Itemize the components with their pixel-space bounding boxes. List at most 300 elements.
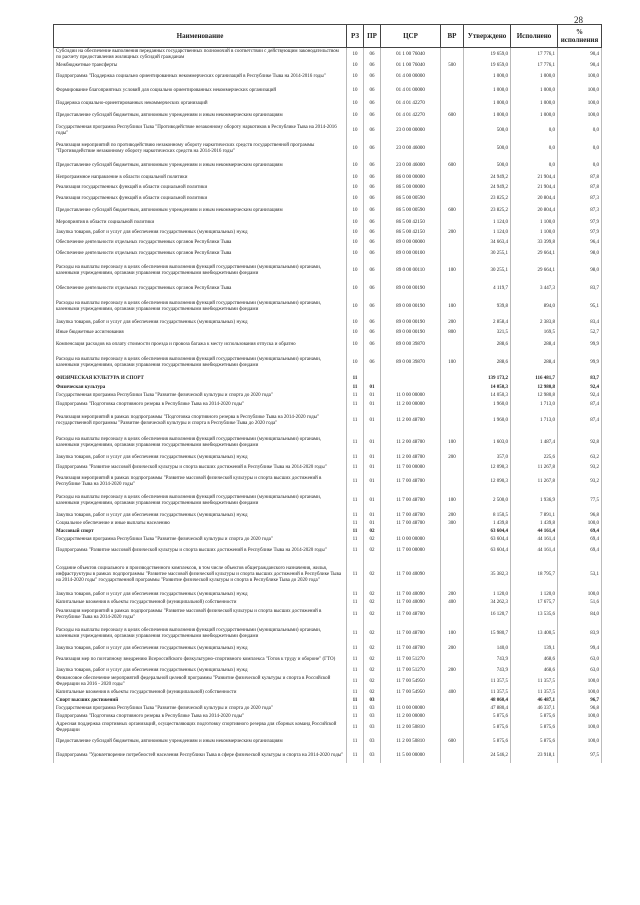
row-rz-cell: 10 xyxy=(347,70,364,84)
row-name-cell: Предоставление субсидий бюджетным, автономным учреждениям и иным некоммерческим организациям xyxy=(54,158,347,173)
row-percent-cell: 0,0 xyxy=(558,123,602,139)
header-name: Наименование xyxy=(54,25,347,48)
table-row xyxy=(54,260,602,282)
row-rz-cell: 10 xyxy=(347,183,364,193)
row-percent-cell: 92,8 xyxy=(558,432,602,454)
row-approved-cell: 500,0 xyxy=(464,158,511,173)
row-vr-cell xyxy=(441,98,464,109)
row-vr-cell: 200 xyxy=(441,318,464,328)
row-pr-cell: 01 xyxy=(364,490,381,512)
row-name-cell: Подпрограмма "Подготовка спортивного резерва в Республике Тыва на 2014-2020 годы" xyxy=(54,713,347,721)
row-percent-cell: 100,0 xyxy=(558,70,602,84)
row-name-cell: Подпрограмма "Удовлетворение потребностей населения Республики Тыва в сфере физической культуры и спорта на 2014-2020 годы" xyxy=(54,749,347,763)
row-name-cell: Закупка товаров, работ и услуг для обеспечения государственных (муниципальных) нужд xyxy=(54,591,347,599)
row-rz-cell: 10 xyxy=(347,98,364,109)
row-vr-cell: 200 xyxy=(441,645,464,653)
row-vr-cell xyxy=(441,474,464,490)
row-csr-cell: 11 2 00 50810 xyxy=(381,735,441,749)
row-pr-cell: 01 xyxy=(364,410,381,432)
row-pr-cell: 06 xyxy=(364,173,381,183)
row-name-cell: Обеспечение деятельности отдельных государственных органов Республики Тыва xyxy=(54,238,347,248)
row-pr-cell: 02 xyxy=(364,591,381,599)
row-csr-cell: 23 0 00 00000 xyxy=(381,123,441,139)
row-rz-cell: 10 xyxy=(347,123,364,139)
row-executed-cell: 29 664,1 xyxy=(511,260,558,282)
row-percent-cell: 100,0 xyxy=(558,721,602,735)
row-csr-cell: 11 7 00 48700 xyxy=(381,520,441,528)
row-executed-cell: 116 481,7 xyxy=(511,374,558,384)
row-pr-cell: 06 xyxy=(364,139,381,158)
row-csr-cell: 89 0 00 39870 xyxy=(381,352,441,374)
row-pr-cell: 02 xyxy=(364,623,381,645)
table-row xyxy=(54,70,602,84)
row-csr-cell: 11 2 00 48700 xyxy=(381,432,441,454)
row-vr-cell xyxy=(441,48,464,63)
row-percent-cell: 98,0 xyxy=(558,248,602,260)
table-row xyxy=(54,689,602,697)
row-percent-cell: 93,2 xyxy=(558,462,602,474)
table-row xyxy=(54,512,602,520)
row-executed-cell: 1 936,9 xyxy=(511,490,558,512)
table-row xyxy=(54,84,602,98)
table-row xyxy=(54,591,602,599)
row-csr-cell: 11 2 00 48700 xyxy=(381,454,441,462)
row-approved-cell: 743,9 xyxy=(464,653,511,667)
row-vr-cell xyxy=(441,528,464,536)
row-approved-cell: 321,5 xyxy=(464,328,511,338)
row-vr-cell: 100 xyxy=(441,623,464,645)
row-rz-cell: 10 xyxy=(347,173,364,183)
table-row xyxy=(54,721,602,735)
table-row xyxy=(54,328,602,338)
row-vr-cell: 200 xyxy=(441,454,464,462)
row-percent-cell: 90,4 xyxy=(558,62,602,70)
row-pr-cell: 03 xyxy=(364,749,381,763)
row-percent-cell: 96,4 xyxy=(558,238,602,248)
row-percent-cell: 100,0 xyxy=(558,98,602,109)
row-vr-cell xyxy=(441,392,464,400)
row-executed-cell: 11 357,5 xyxy=(511,689,558,697)
row-pr-cell: 06 xyxy=(364,193,381,204)
row-approved-cell: 63 604,4 xyxy=(464,528,511,536)
row-name-cell: ФИЗИЧЕСКАЯ КУЛЬТУРА И СПОРТ xyxy=(54,374,347,384)
row-pr-cell: 01 xyxy=(364,432,381,454)
row-executed-cell: 20 804,4 xyxy=(511,193,558,204)
table-row xyxy=(54,599,602,607)
row-vr-cell xyxy=(441,400,464,410)
row-executed-cell: 5 875,6 xyxy=(511,721,558,735)
row-csr-cell: 01 4 01 42270 xyxy=(381,109,441,123)
row-name-cell: Реализация мер по поэтапному внедрению Всероссийского физкультурно-спортивного комплекса "Готов к труду и обороне" (ГТО) xyxy=(54,653,347,667)
row-approved-cell: 30 255,1 xyxy=(464,248,511,260)
row-executed-cell: 21 904,4 xyxy=(511,173,558,183)
table-row xyxy=(54,158,602,173)
row-rz-cell: 10 xyxy=(347,282,364,296)
table-row xyxy=(54,544,602,558)
row-vr-cell xyxy=(441,713,464,721)
row-name-cell: Предоставление субсидий бюджетным, автономным учреждениям и иным некоммерческим организациям xyxy=(54,204,347,218)
table-row xyxy=(54,338,602,352)
page-number: 28 xyxy=(574,15,583,25)
row-percent-cell: 77,5 xyxy=(558,490,602,512)
row-approved-cell: 1 124,0 xyxy=(464,218,511,228)
row-name-cell: Физическая культура xyxy=(54,384,347,392)
row-csr-cell: 11 7 00 48700 xyxy=(381,645,441,653)
row-approved-cell: 1 000,0 xyxy=(464,84,511,98)
row-csr-cell: 11 7 00 40090 xyxy=(381,591,441,599)
row-approved-cell: 357,0 xyxy=(464,454,511,462)
row-percent-cell: 100,0 xyxy=(558,735,602,749)
row-name-cell: Расходы на выплаты персоналу в целях обеспечения выполнения функций государственными (муниципальными) органами, казенными учреждениями, органами управления государственными внебюджетными фондами xyxy=(54,490,347,512)
table-row xyxy=(54,462,602,474)
row-executed-cell: 17 776,1 xyxy=(511,48,558,63)
table-row xyxy=(54,667,602,675)
row-rz-cell: 11 xyxy=(347,544,364,558)
row-approved-cell: 24 546,2 xyxy=(464,749,511,763)
row-executed-cell: 23 918,1 xyxy=(511,749,558,763)
table-row xyxy=(54,749,602,763)
row-vr-cell xyxy=(441,721,464,735)
row-percent-cell: 93,2 xyxy=(558,474,602,490)
row-csr-cell: 11 7 00 48700 xyxy=(381,607,441,623)
row-approved-cell: 30 255,1 xyxy=(464,260,511,282)
table-row xyxy=(54,623,602,645)
row-name-cell: Закупка товаров, работ и услуг для обеспечения государственных (муниципальных) нужд xyxy=(54,645,347,653)
row-vr-cell xyxy=(441,749,464,763)
row-vr-cell: 400 xyxy=(441,599,464,607)
row-pr-cell: 06 xyxy=(364,318,381,328)
row-csr-cell: 89 0 00 00100 xyxy=(381,248,441,260)
row-name-cell: Компенсация расходов на оплату стоимости проезда и провоза багажа к месту использования отпуска и обратно xyxy=(54,338,347,352)
row-executed-cell: 11 357,5 xyxy=(511,675,558,689)
row-name-cell: Государственная программа Республики Тыва "Противодействие незаконному обороту наркотиков в Республике Тыва на 2014-2016 годы" xyxy=(54,123,347,139)
row-vr-cell xyxy=(441,462,464,474)
row-vr-cell: 100 xyxy=(441,352,464,374)
row-vr-cell xyxy=(441,697,464,705)
row-executed-cell: 468,6 xyxy=(511,653,558,667)
row-name-cell: Предоставление субсидий бюджетным, автономным учреждениям и иным некоммерческим организациям xyxy=(54,735,347,749)
row-name-cell: Подпрограмма "Развитие массовой физической культуры и спорта высших достижений в Республике Тыва на 2014-2020 годы" xyxy=(54,544,347,558)
row-vr-cell xyxy=(441,384,464,392)
row-approved-cell: 11 357,5 xyxy=(464,675,511,689)
header-pr: ПР xyxy=(364,25,381,48)
row-name-cell: Реализация мероприятий в рамках подпрограммы "Подготовка спортивного резерва в Республике Тыва на 2014-2020 годы" государственной программы "Развитие физической культуры и спорта в Республике Тыва до 2020 года" xyxy=(54,410,347,432)
row-rz-cell: 11 xyxy=(347,400,364,410)
row-pr-cell: 06 xyxy=(364,296,381,318)
table-row xyxy=(54,204,602,218)
row-csr-cell: 89 0 00 00110 xyxy=(381,260,441,282)
table-row xyxy=(54,558,602,591)
row-rz-cell: 11 xyxy=(347,392,364,400)
row-approved-cell: 14 050,3 xyxy=(464,392,511,400)
row-executed-cell: 17 675,7 xyxy=(511,599,558,607)
row-name-cell: Реализация мероприятий в рамках подпрограммы "Развитие массовой физической культуры и спорта высших достижений в Республике Тыва на 2014-2020 годы" xyxy=(54,607,347,623)
row-approved-cell: 63 604,4 xyxy=(464,536,511,544)
row-percent-cell: 99,9 xyxy=(558,338,602,352)
row-vr-cell: 600 xyxy=(441,204,464,218)
row-csr-cell: 89 0 00 00190 xyxy=(381,282,441,296)
row-rz-cell: 10 xyxy=(347,139,364,158)
row-csr-cell: 11 7 00 51270 xyxy=(381,653,441,667)
row-csr-cell: 11 7 00 40090 xyxy=(381,599,441,607)
table-row xyxy=(54,675,602,689)
row-rz-cell: 11 xyxy=(347,705,364,713)
row-executed-cell: 468,6 xyxy=(511,667,558,675)
row-pr-cell: 06 xyxy=(364,228,381,238)
row-approved-cell: 1 439,8 xyxy=(464,520,511,528)
row-vr-cell: 600 xyxy=(441,158,464,173)
row-pr-cell: 03 xyxy=(364,735,381,749)
row-executed-cell: 13 535,6 xyxy=(511,607,558,623)
row-percent-cell: 100,0 xyxy=(558,675,602,689)
row-vr-cell xyxy=(441,70,464,84)
row-percent-cell: 87,4 xyxy=(558,410,602,432)
row-vr-cell xyxy=(441,410,464,432)
row-csr-cell: 11 7 00 48700 xyxy=(381,474,441,490)
row-name-cell: Закупка товаров, работ и услуг для обеспечения государственных (муниципальных) нужд xyxy=(54,228,347,238)
row-rz-cell: 10 xyxy=(347,193,364,204)
row-executed-cell: 5 875,6 xyxy=(511,735,558,749)
row-vr-cell xyxy=(441,607,464,623)
row-csr-cell xyxy=(381,528,441,536)
row-pr-cell: 06 xyxy=(364,338,381,352)
row-csr-cell xyxy=(381,697,441,705)
row-approved-cell: 500,0 xyxy=(464,139,511,158)
row-approved-cell: 1 000,0 xyxy=(464,70,511,84)
row-pr-cell: 06 xyxy=(364,84,381,98)
row-approved-cell: 1 960,0 xyxy=(464,400,511,410)
row-name-cell: Закупка товаров, работ и услуг для обеспечения государственных (муниципальных) нужд xyxy=(54,454,347,462)
row-name-cell: Подпрограмма "Поддержка социально ориентированных некоммерческих организаций в Республике Тыва на 2014-2016 годы" xyxy=(54,70,347,84)
row-vr-cell xyxy=(441,536,464,544)
row-vr-cell: 100 xyxy=(441,296,464,318)
row-rz-cell: 11 xyxy=(347,374,364,384)
row-pr-cell: 03 xyxy=(364,713,381,721)
row-executed-cell: 1 000,0 xyxy=(511,84,558,98)
row-pr-cell: 06 xyxy=(364,328,381,338)
row-csr-cell: 11 2 00 00000 xyxy=(381,713,441,721)
row-percent-cell: 63,0 xyxy=(558,667,602,675)
row-rz-cell: 11 xyxy=(347,653,364,667)
row-executed-cell: 11 267,8 xyxy=(511,462,558,474)
row-pr-cell: 02 xyxy=(364,544,381,558)
row-pr-cell: 01 xyxy=(364,392,381,400)
row-executed-cell: 1 487,4 xyxy=(511,432,558,454)
row-name-cell: Формирование благоприятных условий для социально ориентированных некоммерческих организаций xyxy=(54,84,347,98)
row-rz-cell: 11 xyxy=(347,623,364,645)
row-rz-cell: 10 xyxy=(347,158,364,173)
row-approved-cell: 500,0 xyxy=(464,123,511,139)
row-rz-cell: 10 xyxy=(347,338,364,352)
row-vr-cell: 600 xyxy=(441,735,464,749)
row-name-cell: Закупка товаров, работ и услуг для обеспечения государственных (муниципальных) нужд xyxy=(54,512,347,520)
row-csr-cell: 89 0 00 00000 xyxy=(381,238,441,248)
table-row xyxy=(54,735,602,749)
table-row xyxy=(54,98,602,109)
row-csr-cell: 11 2 00 50810 xyxy=(381,721,441,735)
row-approved-cell: 1 124,0 xyxy=(464,228,511,238)
row-name-cell: Реализация мероприятий в рамках подпрограммы "Развитие массовой физической культуры и спорта высших достижений в Республике Тыва на 2014-2020 годы" xyxy=(54,474,347,490)
table-row xyxy=(54,645,602,653)
row-approved-cell: 24 949,2 xyxy=(464,173,511,183)
row-approved-cell: 19 659,0 xyxy=(464,62,511,70)
row-csr-cell: 01 4 01 42270 xyxy=(381,98,441,109)
row-executed-cell: 3 447,3 xyxy=(511,282,558,296)
row-csr-cell: 86 5 00 00590 xyxy=(381,204,441,218)
row-vr-cell xyxy=(441,123,464,139)
row-pr-cell xyxy=(364,374,381,384)
table-row xyxy=(54,520,602,528)
row-percent-cell: 92,4 xyxy=(558,384,602,392)
row-approved-cell: 5 875,6 xyxy=(464,713,511,721)
row-percent-cell: 69,4 xyxy=(558,536,602,544)
row-csr-cell: 11 0 00 00000 xyxy=(381,536,441,544)
row-executed-cell: 44 161,4 xyxy=(511,528,558,536)
row-csr-cell: 23 0 00 46000 xyxy=(381,158,441,173)
row-executed-cell: 12 980,8 xyxy=(511,392,558,400)
row-csr-cell: 23 0 00 46000 xyxy=(381,139,441,158)
row-approved-cell: 4 119,7 xyxy=(464,282,511,296)
row-name-cell: Поддержка социально-ориентированных некоммерческих организаций xyxy=(54,98,347,109)
row-percent-cell: 63,2 xyxy=(558,454,602,462)
header-executed: Исполнено xyxy=(511,25,558,48)
row-pr-cell: 01 xyxy=(364,474,381,490)
row-approved-cell: 23 825,2 xyxy=(464,193,511,204)
row-name-cell: Спорт высших достижений xyxy=(54,697,347,705)
row-rz-cell: 11 xyxy=(347,462,364,474)
row-executed-cell: 20 804,4 xyxy=(511,204,558,218)
row-executed-cell: 0,0 xyxy=(511,158,558,173)
row-vr-cell: 100 xyxy=(441,490,464,512)
table-row xyxy=(54,607,602,623)
row-csr-cell xyxy=(381,374,441,384)
row-percent-cell: 69,4 xyxy=(558,528,602,536)
row-vr-cell xyxy=(441,193,464,204)
row-csr-cell: 11 7 00 48700 xyxy=(381,490,441,512)
row-rz-cell: 11 xyxy=(347,432,364,454)
row-vr-cell: 400 xyxy=(441,689,464,697)
row-name-cell: Подпрограмма "Подготовка спортивного резерва в Республике Тыва на 2014-2020 годы" xyxy=(54,400,347,410)
row-percent-cell: 92,4 xyxy=(558,392,602,400)
row-percent-cell: 95,1 xyxy=(558,296,602,318)
row-name-cell: Расходы на выплаты персоналу в целях обеспечения выполнения функций государственными (муниципальными) органами, казенными учреждениями, органами управления государственными внебюджетными фондами xyxy=(54,296,347,318)
row-approved-cell: 2 500,0 xyxy=(464,490,511,512)
row-csr-cell: 11 7 00 54950 xyxy=(381,675,441,689)
row-name-cell: Массовый спорт xyxy=(54,528,347,536)
row-name-cell: Расходы на выплаты персоналу в целях обеспечения выполнения функций государственными (муниципальными) органами, казенными учреждениями, органами управления государственными внебюджетными фондами xyxy=(54,623,347,645)
row-executed-cell: 13 400,5 xyxy=(511,623,558,645)
row-approved-cell: 23 825,2 xyxy=(464,204,511,218)
row-pr-cell: 02 xyxy=(364,599,381,607)
table-row xyxy=(54,490,602,512)
row-name-cell: Расходы на выплаты персоналу в целях обеспечения выполнения функций государственными (муниципальными) органами, казенными учреждениями, органами управления государственными внебюджетными фондами xyxy=(54,432,347,454)
row-pr-cell: 02 xyxy=(364,667,381,675)
row-percent-cell: 99,9 xyxy=(558,352,602,374)
row-approved-cell: 5 875,6 xyxy=(464,721,511,735)
row-executed-cell: 139,1 xyxy=(511,645,558,653)
row-percent-cell: 87,4 xyxy=(558,400,602,410)
row-approved-cell: 288,6 xyxy=(464,352,511,374)
row-percent-cell: 100,0 xyxy=(558,520,602,528)
row-pr-cell: 01 xyxy=(364,462,381,474)
row-csr-cell: 11 7 00 00000 xyxy=(381,462,441,474)
row-name-cell: Субсидии на обеспечение выполнения переданных государственных полномочий в соответствии с действующим законодательством по расчету предоставления жилищных субсидий гражданам xyxy=(54,48,347,63)
row-percent-cell: 63,0 xyxy=(558,653,602,667)
row-vr-cell: 200 xyxy=(441,228,464,238)
row-percent-cell: 90,4 xyxy=(558,48,602,63)
row-rz-cell: 10 xyxy=(347,84,364,98)
row-rz-cell: 11 xyxy=(347,645,364,653)
row-csr-cell: 11 7 00 51270 xyxy=(381,667,441,675)
header-rz: РЗ xyxy=(347,25,364,48)
row-executed-cell: 225,6 xyxy=(511,454,558,462)
row-percent-cell: 87,8 xyxy=(558,183,602,193)
row-executed-cell: 17 776,1 xyxy=(511,62,558,70)
row-pr-cell: 03 xyxy=(364,721,381,735)
row-pr-cell: 06 xyxy=(364,248,381,260)
row-rz-cell: 11 xyxy=(347,713,364,721)
row-csr-cell xyxy=(381,384,441,392)
table-row xyxy=(54,697,602,705)
row-pr-cell: 01 xyxy=(364,512,381,520)
row-vr-cell xyxy=(441,183,464,193)
row-executed-cell: 1 000,0 xyxy=(511,98,558,109)
row-approved-cell: 35 382,3 xyxy=(464,558,511,591)
row-pr-cell: 02 xyxy=(364,558,381,591)
row-approved-cell: 34 663,4 xyxy=(464,238,511,248)
table-row xyxy=(54,410,602,432)
row-pr-cell: 01 xyxy=(364,454,381,462)
row-pr-cell: 06 xyxy=(364,48,381,63)
row-name-cell: Иные бюджетные ассигнования xyxy=(54,328,347,338)
row-percent-cell: 83,9 xyxy=(558,623,602,645)
row-executed-cell: 1 100,0 xyxy=(511,228,558,238)
row-approved-cell: 34 262,3 xyxy=(464,599,511,607)
row-name-cell: Создание объектов социального и производственного комплексов, в том числе объектов общегражданского назначения, жилья, инфраструктуры в рамках подпрограммы "Развитие массовой физической культуры и спорта высших достижений в Республике Тыва на 2014-2020 годы" государственной программы "Развитие физической культуры и спорта в Республике Тыва до 2020 года" xyxy=(54,558,347,591)
table-row xyxy=(54,296,602,318)
row-rz-cell: 11 xyxy=(347,536,364,544)
row-percent-cell: 83,4 xyxy=(558,318,602,328)
row-csr-cell: 89 0 00 39870 xyxy=(381,338,441,352)
row-pr-cell: 06 xyxy=(364,158,381,173)
row-name-cell: Закупка товаров, работ и услуг для обеспечения государственных (муниципальных) нужд xyxy=(54,318,347,328)
row-pr-cell: 02 xyxy=(364,607,381,623)
row-percent-cell: 100,0 xyxy=(558,84,602,98)
row-percent-cell: 97,9 xyxy=(558,218,602,228)
row-name-cell: Расходы на выплаты персоналу в целях обеспечения выполнения функций государственными (муниципальными) органами, казенными учреждениями, органами управления государственными внебюджетными фондами xyxy=(54,260,347,282)
row-name-cell: Предоставление субсидий бюджетным, автономным учреждениям и иным некоммерческим организациям xyxy=(54,109,347,123)
row-rz-cell: 11 xyxy=(347,490,364,512)
row-rz-cell: 11 xyxy=(347,410,364,432)
row-approved-cell: 19 659,0 xyxy=(464,48,511,63)
row-rz-cell: 10 xyxy=(347,318,364,328)
row-csr-cell: 86 5 00 00590 xyxy=(381,193,441,204)
row-vr-cell xyxy=(441,173,464,183)
row-executed-cell: 12 980,8 xyxy=(511,384,558,392)
row-percent-cell: 100,0 xyxy=(558,591,602,599)
row-vr-cell: 500 xyxy=(441,62,464,70)
table-row xyxy=(54,713,602,721)
table-row xyxy=(54,392,602,400)
row-approved-cell: 47 880,4 xyxy=(464,705,511,713)
row-rz-cell: 10 xyxy=(347,352,364,374)
table-row xyxy=(54,228,602,238)
row-pr-cell: 02 xyxy=(364,653,381,667)
table-row xyxy=(54,474,602,490)
table-row xyxy=(54,123,602,139)
row-pr-cell: 01 xyxy=(364,400,381,410)
row-csr-cell: 86 5 00 00000 xyxy=(381,183,441,193)
